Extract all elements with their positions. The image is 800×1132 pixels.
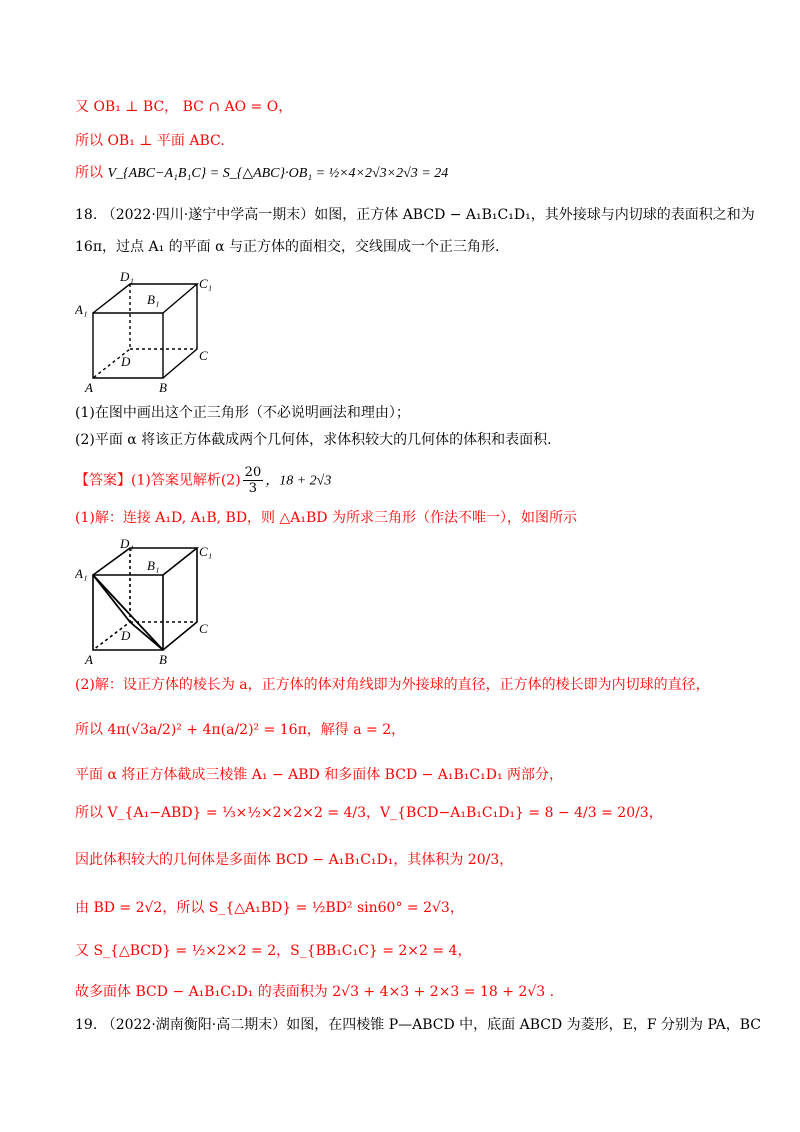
label2-A1: A₁: [75, 566, 88, 581]
label2-C: C: [199, 621, 208, 636]
solution-3: 所以 4π(√3a/2)² + 4π(a/2)² = 16π，解得 a = 2，: [75, 722, 406, 738]
label2-B1: B₁: [147, 558, 160, 573]
cube-figure-2: [75, 538, 235, 668]
answer-tail: ，18 + 2√3: [265, 473, 332, 489]
q18-line-1: 18. （2022·四川·遂宁中学高一期末）如图，正方体 ABCD − A₁B₁C₁D₁，其外接球与内切球的表面积之和为: [75, 207, 755, 223]
label-D1: D₁: [120, 269, 134, 284]
answer-text: (1)答案见解析(2): [131, 472, 241, 489]
q18-part-2: (2)平面 α 将该正方体截成两个几何体，求体积较大的几何体的体积和表面积.: [75, 432, 552, 448]
line-volume: [75, 163, 448, 184]
solution-5: 所以 V_{A₁−ABD} = ⅓×½×2×2×2 = 4/3，V_{BCD−A₁B₁C₁D₁} = 8 − 4/3 = 20/3，: [75, 805, 663, 821]
solution-1: (1)解：连接 A₁D, A₁B, BD，则 △A₁BD 为所求三角形（作法不唯一），如图所示: [75, 510, 577, 526]
solution-9: 故多面体 BCD − A₁B₁C₁D₁ 的表面积为 2√3 + 4×3 + 2×3 = 18 + 2√3 .: [75, 984, 555, 1000]
answer-line: [75, 465, 331, 496]
label2-D1: D₁: [120, 538, 134, 551]
label-C: C: [199, 348, 208, 363]
label-B: B: [159, 380, 167, 395]
q18-line-2: 16π，过点 A₁ 的平面 α 与正方体的面相交，交线围成一个正三角形.: [75, 239, 500, 255]
label-B1: B₁: [147, 292, 160, 307]
volume-prefix: 所以: [75, 165, 103, 181]
label-A: A: [85, 380, 93, 395]
line-conclusion: 所以 OB₁ ⊥ 平面 ABC.: [75, 133, 225, 149]
volume-formula: V_{ABC−A₁B₁C} = S_{△ABC}·OB₁ = ½×4×2√3×2√3 = 24: [107, 166, 449, 181]
label-C1: C₁: [199, 276, 213, 291]
label2-A: A: [85, 652, 93, 667]
solution-2: (2)解：设正方体的棱长为 a，正方体的体对角线即为外接球的直径，正方体的棱长即为内切球的直径，: [75, 677, 710, 693]
label2-C1: C₁: [199, 544, 213, 559]
label-D: D: [121, 354, 131, 369]
q19-line: 19. （2022·湖南衡阳·高二期末）如图，在四棱锥 P—ABCD 中，底面 ABCD 为菱形，E，F 分别为 PA，BC: [75, 1017, 761, 1033]
solution-6: 因此体积较大的几何体是多面体 BCD − A₁B₁C₁D₁，其体积为 20/3，: [75, 852, 514, 868]
q18-part-1: (1)在图中画出这个正三角形（不必说明画法和理由）；: [75, 405, 410, 421]
solution-7: 由 BD = 2√2，所以 S_{△A₁BD} = ½BD² sin60° = 2√3，: [75, 900, 464, 916]
label2-D: D: [121, 628, 131, 643]
label2-B: B: [159, 652, 167, 667]
solution-4: 平面 α 将正方体截成三棱锥 A₁ − ABD 和多面体 BCD − A₁B₁C₁D₁ 两部分，: [75, 767, 564, 783]
cube-figure-1: [75, 268, 235, 398]
solution-8: 又 S_{△BCD} = ½×2×2 = 2，S_{BB₁C₁C} = 2×2 = 4，: [75, 943, 472, 959]
line-given: 又 OB₁ ⊥ BC， BC ∩ AO = O，: [75, 99, 293, 115]
answer-label: 【答案】: [75, 472, 131, 489]
label-A1: A₁: [75, 302, 88, 317]
answer-fraction: $\frac{20}{3}$: [244, 465, 262, 496]
